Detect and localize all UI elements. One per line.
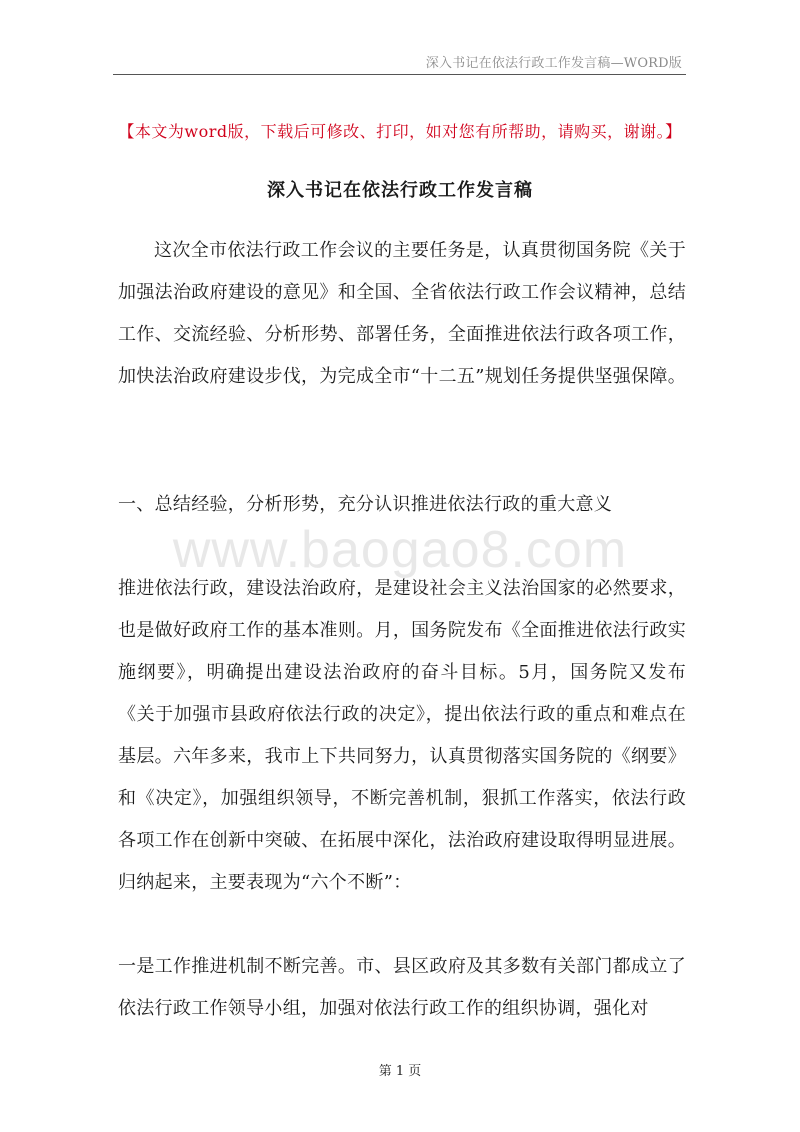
body-paragraph-2: 一是工作推进机制不断完善。市、县区政府及其多数有关部门都成立了依法行政工作领导小组，加强对依法行政工作的组织协调，强化对 <box>118 956 686 1019</box>
purchase-notice: 【本文为word版，下载后可修改、打印，如对您有所帮助，请购买，谢谢。】 <box>118 122 682 141</box>
page-number: 第 1 页 <box>378 1064 422 1079</box>
header-divider <box>113 74 686 75</box>
body-paragraph-1: 推进依法行政，建设法治政府，是建设社会主义法治国家的必然要求，也是做好政府工作的基本准则。月，国务院发布《全面推进依法行政实施纲要》，明确提出建设法治政府的奋斗目标。5月，国务院又发布《关于加强市县政府依法行政的决定》，提出依法行政的重点和难点在基层。六年多来，我市上下共同努力，认真贯彻落实国务院的《纲要》和《决定》，加强组织领导，不断完善机制，狠抓工作落实，依法行政各项工作在创新中突破、在拓展中深化，法治政府建设取得明显进展。归纳起来，主要表现为“六个不断”： <box>118 578 686 893</box>
intro-paragraph: 这次全市依法行政工作会议的主要任务是，认真贯彻国务院《关于加强法治政府建设的意见》和全国、全省依法行政工作会议精神，总结工作、交流经验、分析形势、部署任务，全面推进依法行政各项工作，加快法治政府建设步伐，为完成全市“十二五”规划任务提供坚强保障。 <box>118 240 687 387</box>
running-header: 深入书记在依法行政工作发言稿—WORD版 <box>425 56 682 71</box>
document-title: 深入书记在依法行政工作发言稿 <box>267 180 533 201</box>
section-heading-1: 一、总结经验，分析形势，充分认识推进依法行政的重大意义 <box>118 494 613 515</box>
watermark: www.baogao8.com <box>172 521 628 579</box>
